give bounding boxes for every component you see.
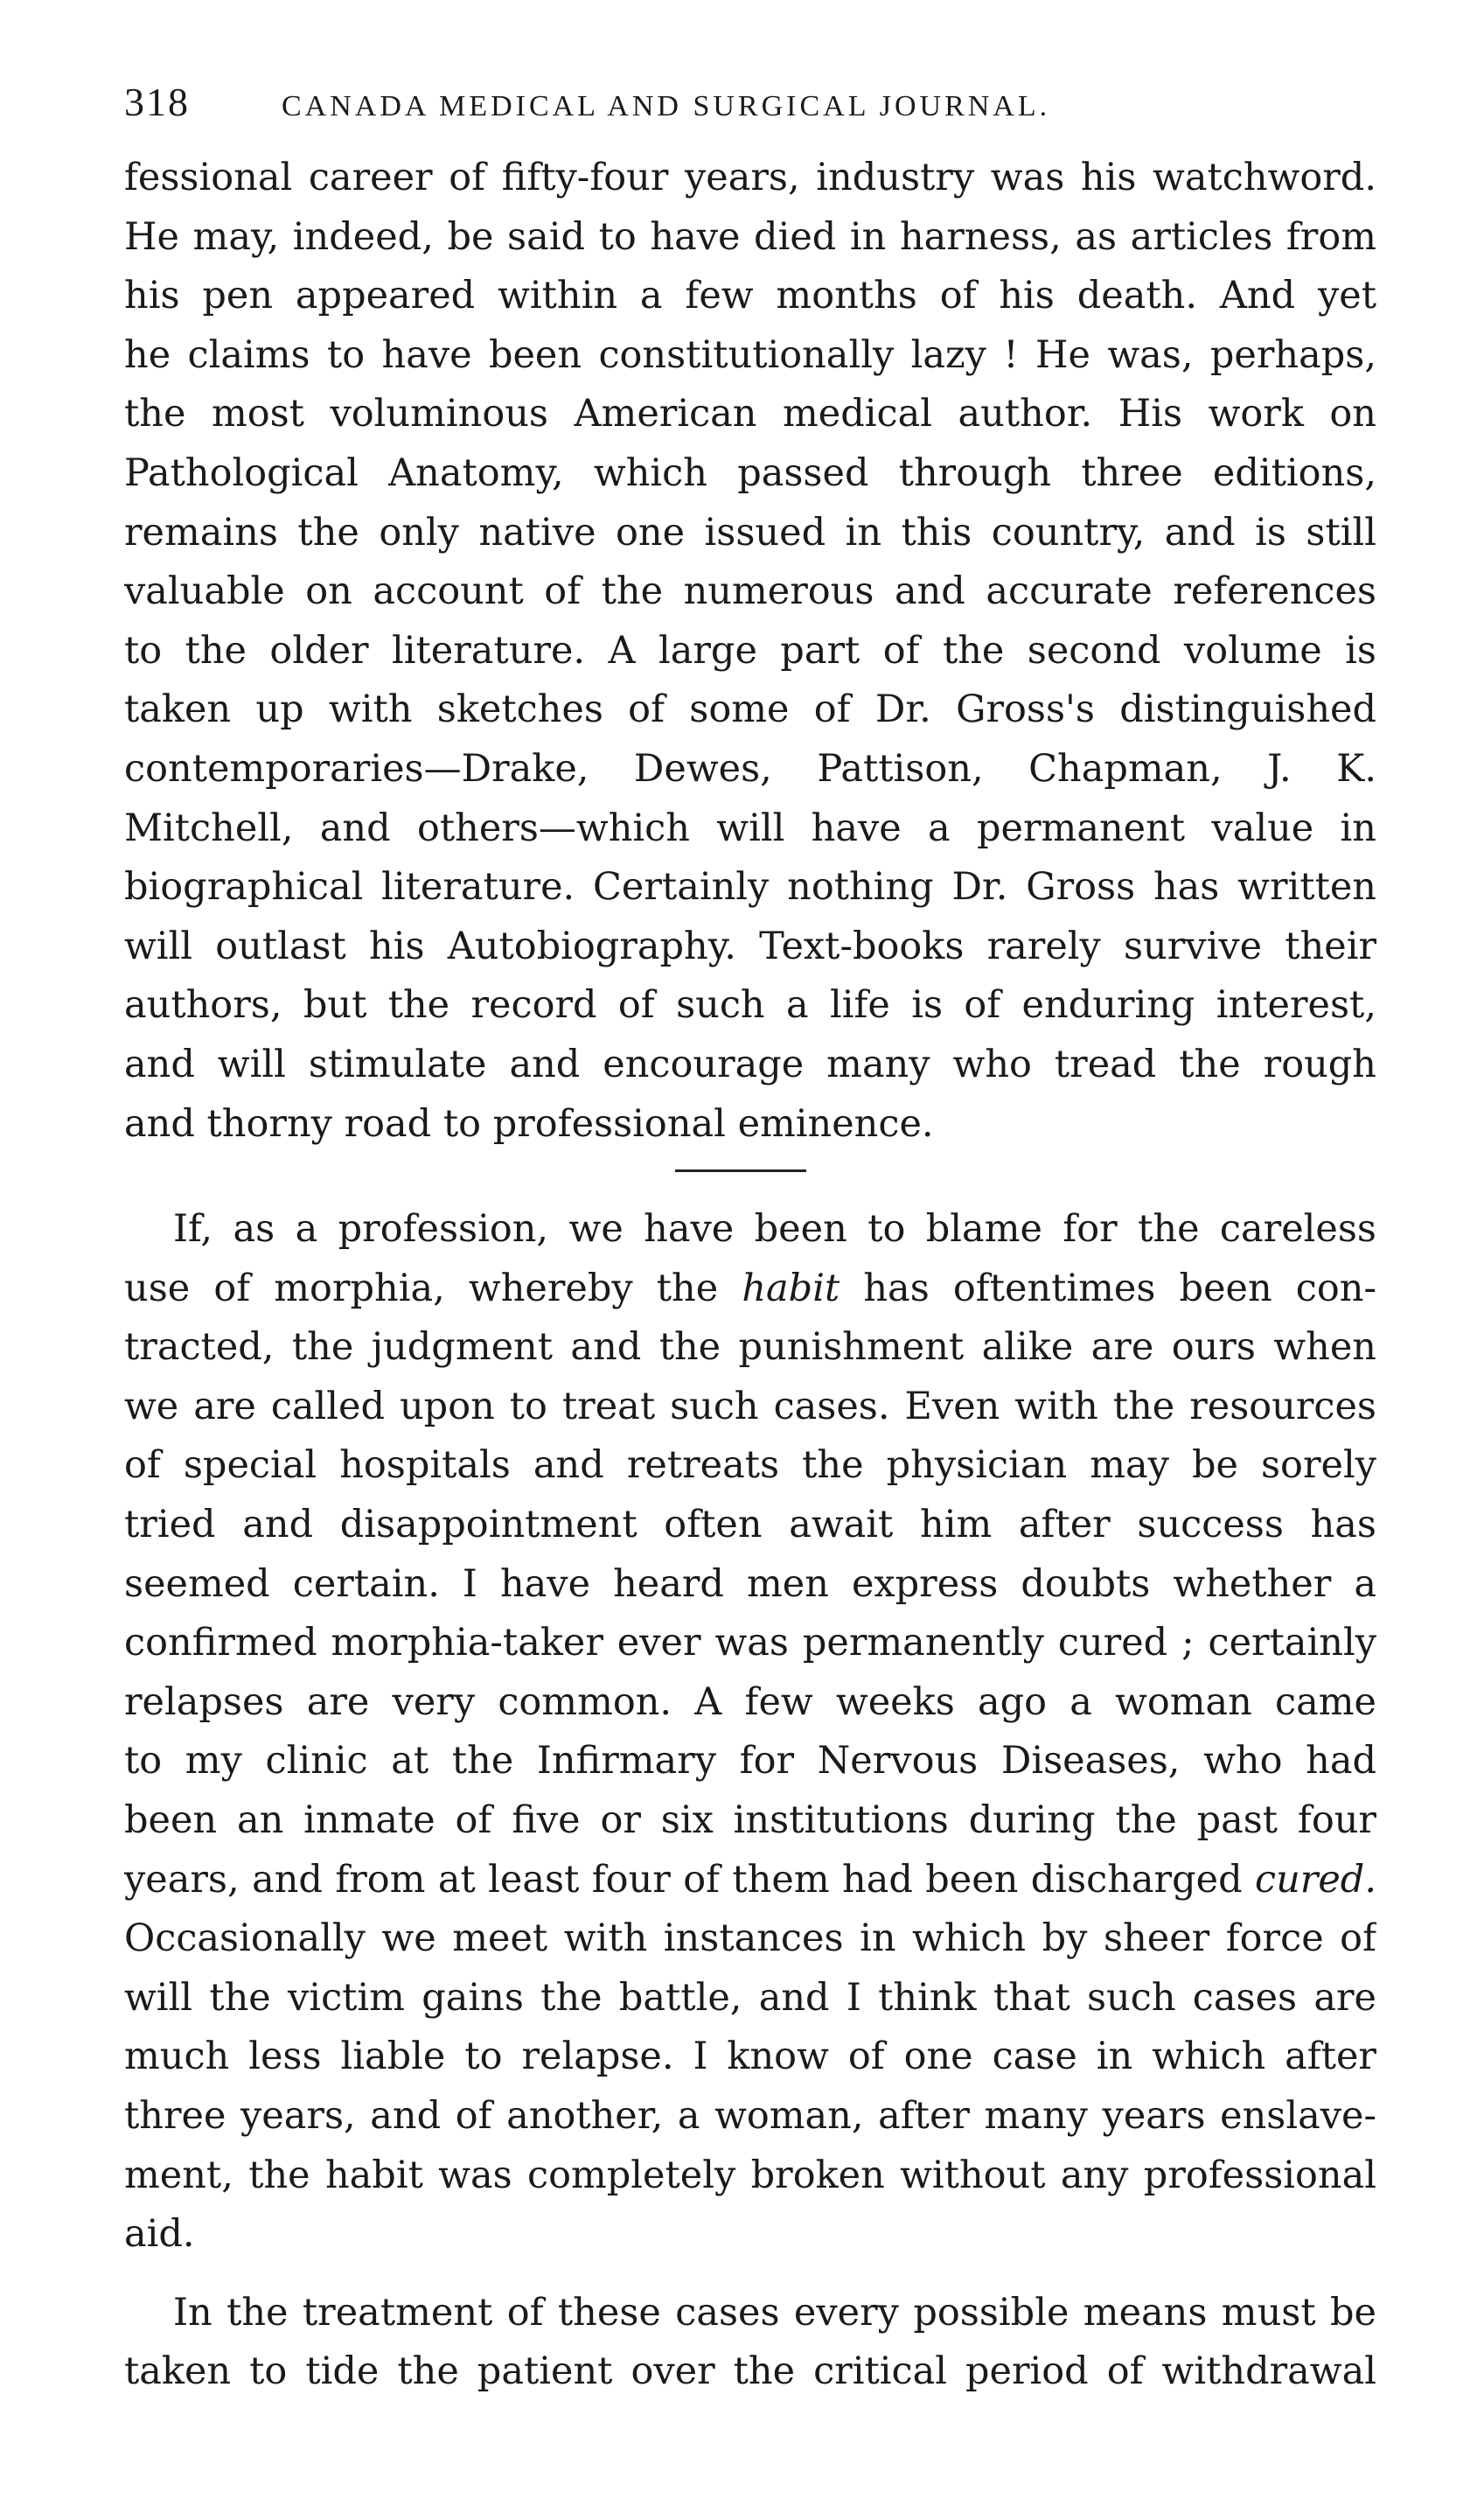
text-line: authors, but the record of such a life is of enduring interest, xyxy=(124,983,1376,1028)
text-line: remains the only native one issued in this country, and is still xyxy=(124,510,1376,555)
running-head xyxy=(124,79,1376,140)
text-line: Occasionally we meet with instances in which by sheer force of xyxy=(124,1916,1376,1961)
text-line: tried and disappointment often await him after success has xyxy=(124,1503,1376,1547)
italic-term-cured: cured. xyxy=(1255,1857,1376,1902)
text-line: will the victim gains the battle, and I think that such cases are xyxy=(124,1975,1376,2020)
text-line: three years, and of another, a woman, after many years enslave- xyxy=(124,2094,1376,2138)
text-line: ment, the habit was completely broken without any professional xyxy=(124,2153,1376,2197)
text-line: Pathological Anatomy, which passed through three editions, xyxy=(124,450,1376,495)
text-line: taken to tide the patient over the critical period of withdrawal xyxy=(124,2349,1376,2394)
text-line: valuable on account of the numerous and accurate references xyxy=(124,569,1376,614)
journal-title: CANADA MEDICAL AND SURGICAL JOURNAL. xyxy=(282,90,1051,122)
text-line: of special hospitals and retreats the physician may be sorely xyxy=(124,1443,1376,1488)
paragraph-treatment xyxy=(124,2284,1376,2402)
text-line: aid. xyxy=(124,2212,195,2257)
text-line: much less liable to relapse. I know of one case in which after xyxy=(124,2035,1376,2079)
text-segment: use of morphia, whereby the xyxy=(124,1266,742,1310)
text-line: will outlast his Autobiography. Text-books rarely survive their xyxy=(124,924,1376,968)
text-line: we are called upon to treat such cases. Even with the resources xyxy=(124,1384,1376,1428)
text-line: If, as a profession, we have been to blame for the careless xyxy=(173,1207,1376,1252)
text-line: his pen appeared within a few months of his death. And yet xyxy=(124,274,1376,318)
paragraph-gross-career xyxy=(124,149,1376,1154)
text-line: and thorny road to professional eminence. xyxy=(124,1101,934,1146)
paragraph-morphia-habit xyxy=(124,1200,1376,2265)
text-line: been an inmate of five or six institutions during the past four xyxy=(124,1798,1376,1843)
text-segment: has oftentimes been con- xyxy=(840,1266,1376,1310)
text-line: and will stimulate and encourage many who tread the rough xyxy=(124,1042,1376,1086)
text-line: seemed certain. I have heard men express doubts whether a xyxy=(124,1561,1376,1606)
text-line: tracted, the judgment and the punishment alike are ours when xyxy=(124,1325,1376,1370)
text-line: to the older literature. A large part of the second volume is xyxy=(124,628,1376,673)
page-number: 318 xyxy=(124,80,190,124)
text-line: In the treatment of these cases every possible means must be xyxy=(173,2290,1376,2335)
section-separator-rule xyxy=(675,1169,806,1172)
text-line: taken up with sketches of some of Dr. Gross's distinguished xyxy=(124,688,1376,732)
journal-page xyxy=(124,79,1376,2402)
text-line: He may, indeed, be said to have died in harness, as articles from xyxy=(124,214,1376,259)
text-line: contemporaries—Drake, Dewes, Pattison, Chapman, J. K. xyxy=(124,746,1376,791)
italic-term-habit: habit xyxy=(742,1266,840,1310)
text-segment: years, and from at least four of them had been discharged xyxy=(124,1857,1256,1902)
text-line xyxy=(124,1851,1376,1910)
text-line: the most voluminous American medical author. His work on xyxy=(124,392,1376,436)
text-line: biographical literature. Certainly nothing Dr. Gross has written xyxy=(124,865,1376,910)
text-line: relapses are very common. A few weeks ago a woman came xyxy=(124,1679,1376,1724)
text-line xyxy=(124,1260,1376,1319)
text-line: fessional career of fifty-four years, industry was his watchword. xyxy=(124,156,1376,199)
text-line: confirmed morphia-taker ever was permanently cured ; certainly xyxy=(124,1621,1376,1665)
text-line: to my clinic at the Infirmary for Nervous Diseases, who had xyxy=(124,1739,1376,1784)
text-line: he claims to have been constitutionally lazy ! He was, perhaps, xyxy=(124,332,1376,377)
text-line: Mitchell, and others—which will have a permanent value in xyxy=(124,806,1376,850)
